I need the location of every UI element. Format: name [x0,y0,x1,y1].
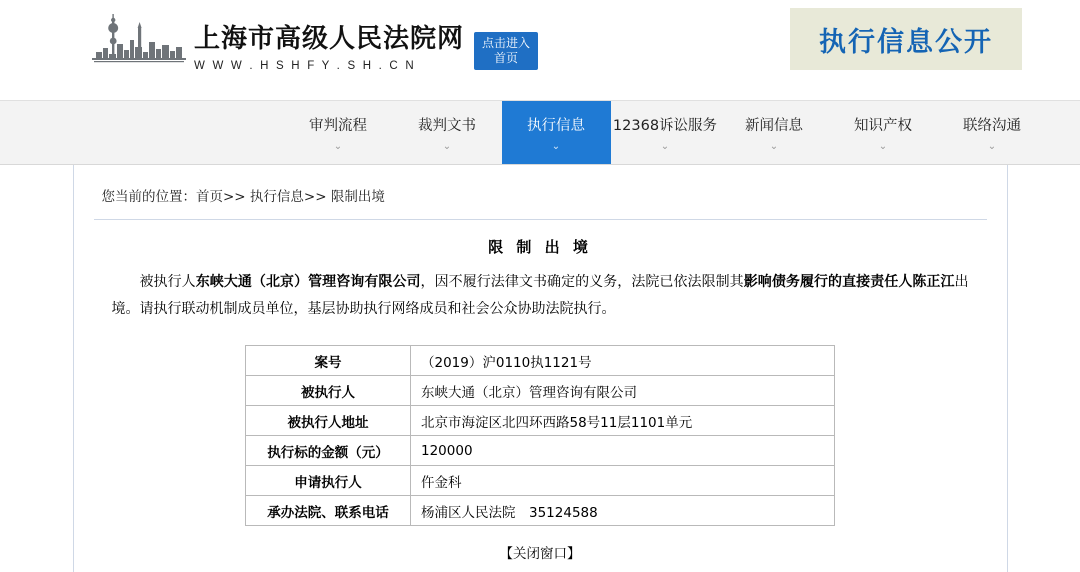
paragraph-part-3: 出境。请执行联动机制成员单位，基层协助执行网络成员和社会公众协助法院执行。 [111,274,969,317]
nav-label: 审判流程 [309,118,367,134]
main-nav [0,100,1080,165]
row-value: 东峡大通（北京）管理咨询有限公司 [411,376,835,406]
table-row [246,496,835,526]
page-title: 限 制 出 境 [488,238,592,256]
case-info-table [245,345,835,526]
nav-label: 执行信息 [527,118,585,134]
nav-item-news[interactable] [720,101,829,164]
chevron-down-icon: ⌄ [442,141,452,152]
nav-label: 12368诉讼服务 [612,118,718,134]
nav-item-trial-process[interactable] [284,101,393,164]
content-panel [73,165,1008,572]
logo-text-block [194,25,464,74]
row-key: 被执行人 [246,376,411,406]
close-window-link[interactable]: 【关闭窗口】 [499,546,581,562]
row-value: （2019）沪0110执1121号 [411,346,835,376]
table-row [246,346,835,376]
nav-item-12368-service[interactable] [611,101,720,164]
chevron-down-icon: ⌄ [551,141,561,152]
chevron-down-icon: ⌄ [878,141,888,152]
nav-label: 新闻信息 [745,118,803,134]
row-value: 杨浦区人民法院 35124588 [411,496,835,526]
paragraph-part-2: ，因不履行法律文书确定的义务，法院已依法限制其 [420,274,744,290]
site-logo[interactable] [92,14,538,74]
row-value: 120000 [411,436,835,466]
city-skyline-icon [92,14,186,74]
site-header [0,0,1080,100]
table-row [246,466,835,496]
row-key: 承办法院、联系电话 [246,496,411,526]
row-key: 被执行人地址 [246,406,411,436]
row-value: 北京市海淀区北四环西路58号11层1101单元 [411,406,835,436]
breadcrumb: 您当前的位置：首页>> 执行信息>> 限制出境 [94,165,987,220]
chevron-down-icon: ⌄ [333,141,343,152]
row-key: 执行标的金额（元） [246,436,411,466]
paragraph-part-1: 被执行人 [139,274,196,290]
nav-item-contact[interactable] [938,101,1047,164]
respondent-name-bold: 东峡大通（北京）管理咨询有限公司 [195,274,421,290]
responsible-person-bold: 影响债务履行的直接责任人陈正江 [743,274,955,290]
chevron-down-icon: ⌄ [769,141,779,152]
notice-paragraph [112,269,969,323]
nav-item-judgment-documents[interactable] [393,101,502,164]
table-row [246,436,835,466]
nav-label: 裁判文书 [418,118,476,134]
row-value: 仵金科 [411,466,835,496]
banner-execution-info [790,8,1022,70]
table-row [246,406,835,436]
site-title-cn: 上海市高级人民法院网 [194,24,465,55]
site-url-en: W W W . H S H F Y . S H . C N [194,60,416,72]
nav-item-intellectual-property[interactable] [829,101,938,164]
nav-item-execution-info[interactable] [502,101,611,164]
enter-homepage-button[interactable]: 点击进入首页 [474,32,538,70]
table-row [246,376,835,406]
chevron-down-icon: ⌄ [660,141,670,152]
chevron-down-icon: ⌄ [987,141,997,152]
nav-label: 联络沟通 [963,118,1021,134]
nav-label: 知识产权 [854,118,912,134]
row-key: 案号 [246,346,411,376]
row-key: 申请执行人 [246,466,411,496]
banner-title: 执行信息公开 [819,26,993,58]
